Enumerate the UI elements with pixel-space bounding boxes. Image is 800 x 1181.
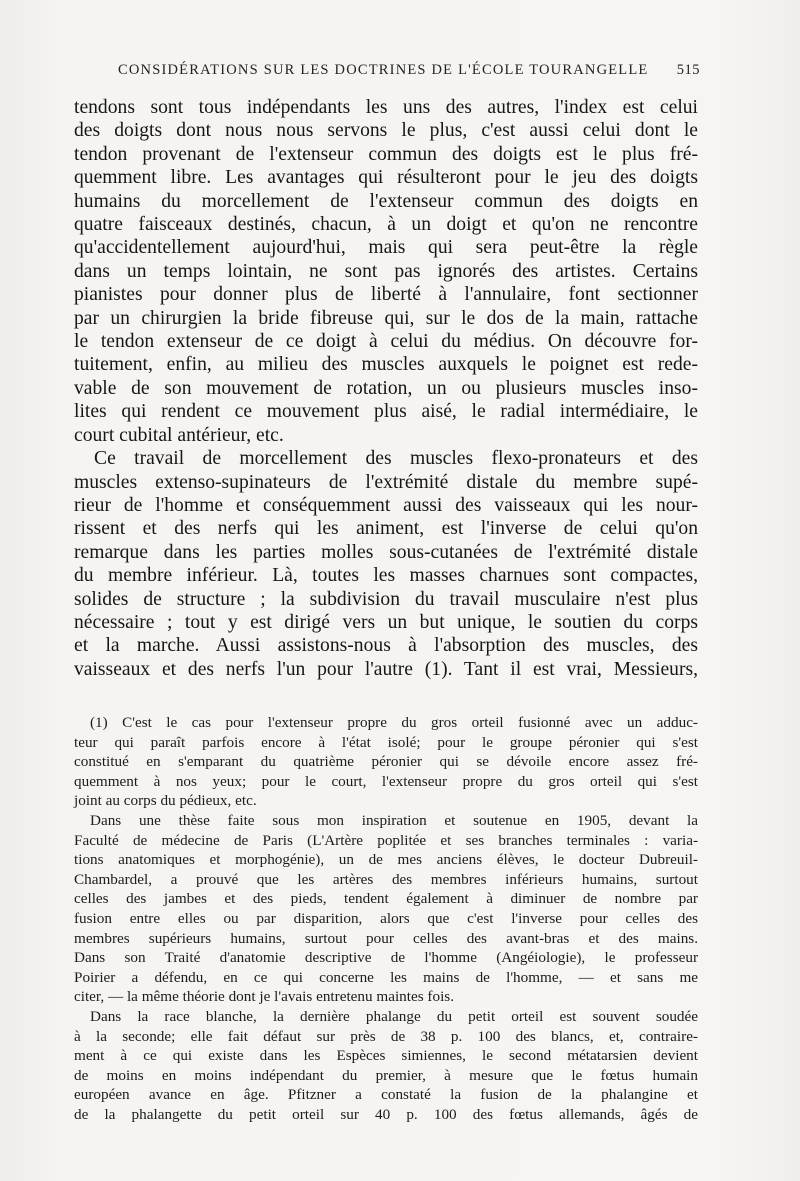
footnote-line: celles des jambes et des pieds, tendent également à diminuer de nombre par [74, 890, 698, 908]
text-line: humains du morcellement de l'extenseur commun des doigts en [74, 190, 698, 212]
text-line: dans un temps lointain, ne sont pas ignorés des artistes. Certains [74, 260, 698, 282]
text-line: remarque dans les parties molles sous-cutanées de l'extrémité distale [74, 541, 698, 563]
text-line: du membre inférieur. Là, toutes les masses charnues sont compactes, [74, 565, 698, 587]
footnote-line: Poirier a défendu, en ce qui concerne les mains de l'homme, — et sans me [74, 968, 698, 986]
text-line: et la marche. Aussi assistons-nous à l'absorption des muscles, des [74, 635, 698, 657]
text-line: vable de son mouvement de rotation, un ou plusieurs muscles inso- [74, 377, 698, 399]
footnote-line: constitué en s'emparant du quatrième péronier qui se dévoile encore assez fré- [74, 753, 698, 771]
text-line: des doigts dont nous nous servons le plus, c'est aussi celui dont le [74, 120, 698, 142]
page-number: 515 [676, 62, 700, 78]
footnote-line: Dans une thèse faite sous mon inspiration et soutenue en 1905, devant la [90, 811, 698, 829]
footnote-line: membres supérieurs humains, surtout pour celles des avant-bras et des mains. [74, 929, 698, 947]
footnote-line: teur qui paraît parfois encore à l'état isolé; pour le groupe péronier qui s'est [74, 733, 698, 751]
running-header [118, 62, 700, 79]
text-line: vaisseaux et des nerfs l'un pour l'autre (1). Tant il est vrai, Messieurs, [74, 658, 698, 680]
footnotes [74, 713, 698, 1124]
text-line: tendon provenant de l'extenseur commun des doigts est le plus fré- [74, 143, 698, 165]
footnote-line: (1) C'est le cas pour l'extenseur propre du gros orteil fusionné avec un adduc- [90, 714, 698, 731]
text-line: Ce travail de morcellement des muscles flexo-pronateurs et des [94, 448, 698, 470]
text-line: quatre faisceaux destinés, chacun, à un doigt et qu'on ne rencontre [74, 214, 698, 236]
footnote-line: Dans la race blanche, la dernière phalange du petit orteil est souvent soudée [90, 1007, 698, 1025]
footnote-1 [74, 713, 698, 811]
text-line: qu'accidentellement aujourd'hui, mais qui sera peut-être la règle [74, 237, 698, 259]
footnote-paragraph-2 [74, 811, 698, 1007]
text-line: pianistes pour donner plus de liberté à l'annulaire, font sectionner [74, 284, 698, 306]
text-line: solides de structure ; la subdivision du travail musculaire n'est plus [74, 588, 698, 610]
text-line: rieur de l'homme et conséquemment aussi des vaisseaux qui les nour- [74, 494, 698, 516]
footnote-line: tions anatomiques et morphogénie), un de mes anciens élèves, le docteur Dubreuil- [74, 851, 698, 869]
footnote-line: ment à ce qui existe dans les Espèces simiennes, le second métatarsien devient [74, 1047, 698, 1065]
footnote-line: de moins en moins indépendant du premier, à mesure que le fœtus humain [74, 1066, 698, 1084]
footnote-line: citer, — la même théorie dont je l'avais entretenu maintes fois. [74, 988, 454, 1006]
text-line: rissent et des nerfs qui les animent, est l'inverse de celui qu'on [74, 518, 698, 540]
text-line: muscles extenso-supinateurs de l'extrémité distale du membre supé- [74, 471, 698, 493]
paragraph-1 [74, 96, 698, 447]
text-line: tuitement, enfin, au milieu des muscles auxquels le poignet est rede- [74, 354, 698, 376]
footnote-line: quemment à nos yeux; pour le court, l'extenseur propre du gros orteil qui s'est [74, 772, 698, 790]
main-text [74, 96, 698, 681]
footnote-line: à la seconde; elle fait défaut sur près de 38 p. 100 des blancs, et, contraire- [74, 1027, 698, 1045]
footnote-line: Faculté de médecine de Paris (L'Artère poplitée et ses branches terminales : varia- [74, 831, 698, 849]
text-line: par un chirurgien la bride fibreuse qui, sur le dos de la main, rattache [74, 307, 698, 329]
text-line: nécessaire ; tout y est dirigé vers un but unique, le soutien du corps [74, 611, 698, 633]
footnote-paragraph-3 [74, 1007, 698, 1125]
text-line: le tendon extenseur de ce doigt à celui du médius. On découvre for- [74, 331, 698, 353]
text-line: lites qui rendent ce mouvement plus aisé, le radial intermédiaire, le [74, 401, 698, 423]
footnote-line: Dans son Traité d'anatomie descriptive de l'homme (Angéiologie), le professeur [74, 949, 698, 967]
text-line: court cubital antérieur, etc. [74, 424, 284, 446]
text-line: tendons sont tous indépendants les uns des autres, l'index est celui [74, 97, 698, 118]
footnote-line: européen avance en âge. Pfitzner a constaté la fusion de la phalangine et [74, 1086, 698, 1104]
text-line: quemment libre. Les avantages qui résulteront pour le jeu des doigts [74, 167, 698, 189]
footnote-line: Chambardel, a prouvé que les artères des membres inférieurs humains, surtout [74, 870, 698, 888]
running-title: CONSIDÉRATIONS SUR LES DOCTRINES DE L'ÉCOLE TOURANGELLE [118, 62, 649, 78]
footnote-line: joint au corps du pédieux, etc. [74, 792, 257, 810]
paragraph-2 [74, 447, 698, 681]
footnote-line: fusion entre elles ou par disparition, alors que c'est l'inverse pour celles des [74, 909, 698, 927]
footnote-line: de la phalangette du petit orteil sur 40 p. 100 des fœtus allemands, âgés de [74, 1105, 698, 1123]
